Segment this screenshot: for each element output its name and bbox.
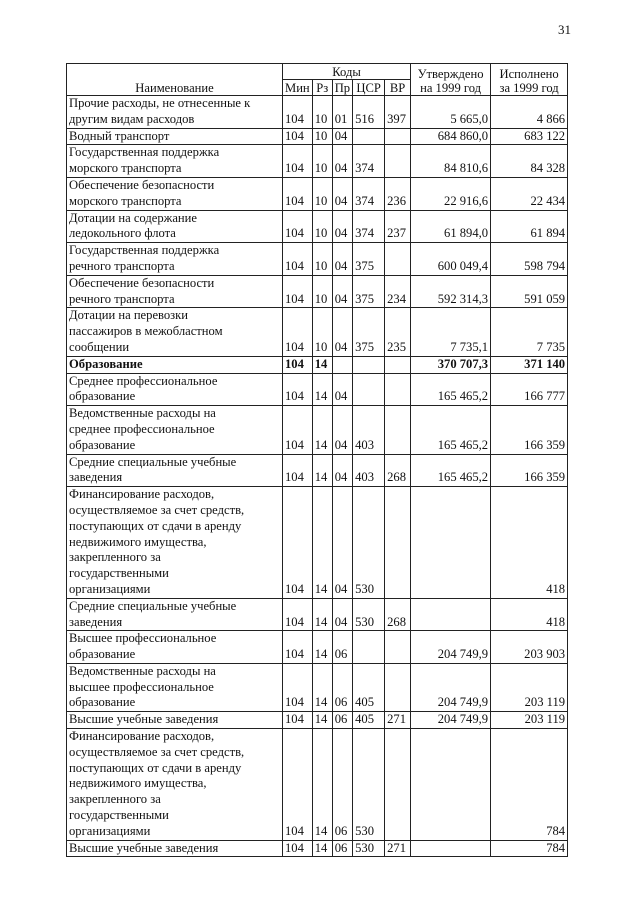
row-executed: 84 328 — [491, 145, 568, 178]
row-executed: 203 119 — [491, 663, 568, 711]
row-code-vr — [385, 631, 411, 664]
row-code-pr — [332, 356, 352, 373]
row-approved: 165 465,2 — [411, 406, 491, 454]
row-code-pr: 06 — [332, 712, 352, 729]
table-row — [67, 487, 568, 599]
row-code-vr: 236 — [385, 177, 411, 210]
row-executed: 784 — [491, 729, 568, 841]
row-code-rz: 14 — [312, 729, 332, 841]
table-row — [67, 96, 568, 129]
row-code-min: 104 — [283, 128, 313, 145]
row-code-csr: 375 — [353, 243, 385, 276]
row-code-min: 104 — [283, 177, 313, 210]
header-code-rz: Рз — [312, 80, 332, 96]
row-code-min: 104 — [283, 308, 313, 356]
row-code-min: 104 — [283, 275, 313, 308]
table-row — [67, 210, 568, 243]
row-code-pr: 04 — [332, 177, 352, 210]
row-code-csr: 374 — [353, 210, 385, 243]
row-executed: 784 — [491, 840, 568, 857]
row-code-min: 104 — [283, 145, 313, 178]
row-code-rz: 10 — [312, 145, 332, 178]
row-executed: 61 894 — [491, 210, 568, 243]
row-executed: 166 359 — [491, 406, 568, 454]
row-code-vr — [385, 663, 411, 711]
table-row — [67, 145, 568, 178]
row-code-rz: 14 — [312, 356, 332, 373]
table-row — [67, 598, 568, 631]
row-executed: 683 122 — [491, 128, 568, 145]
row-code-vr: 397 — [385, 96, 411, 129]
table-header — [67, 64, 568, 96]
row-code-csr: 516 — [353, 96, 385, 129]
row-name: Ведомственные расходы на среднее профессиональное образование — [67, 406, 283, 454]
row-approved: 7 735,1 — [411, 308, 491, 356]
header-approved-line1: Утверждено — [417, 67, 484, 81]
row-name: Высшие учебные заведения — [67, 712, 283, 729]
row-name: Водный транспорт — [67, 128, 283, 145]
row-approved: 370 707,3 — [411, 356, 491, 373]
row-code-rz: 14 — [312, 663, 332, 711]
row-code-min: 104 — [283, 96, 313, 129]
row-code-vr — [385, 243, 411, 276]
row-approved: 204 749,9 — [411, 631, 491, 664]
table-row — [67, 373, 568, 406]
row-code-csr: 530 — [353, 729, 385, 841]
header-approved-line2: на 1999 год — [420, 81, 482, 95]
table-row — [67, 275, 568, 308]
row-code-csr: 530 — [353, 840, 385, 857]
table-row — [67, 308, 568, 356]
row-code-csr: 375 — [353, 308, 385, 356]
header-executed-line2: за 1999 год — [499, 81, 559, 95]
row-approved: 600 049,4 — [411, 243, 491, 276]
row-approved — [411, 840, 491, 857]
row-name: Обеспечение безопасности речного транспорта — [67, 275, 283, 308]
header-approved — [411, 64, 491, 96]
row-code-min: 104 — [283, 729, 313, 841]
row-approved: 84 810,6 — [411, 145, 491, 178]
row-approved: 592 314,3 — [411, 275, 491, 308]
row-code-min: 104 — [283, 631, 313, 664]
row-code-vr — [385, 487, 411, 599]
row-code-min: 104 — [283, 406, 313, 454]
table-body — [67, 96, 568, 857]
row-code-min: 104 — [283, 454, 313, 487]
row-approved: 61 894,0 — [411, 210, 491, 243]
row-name: Среднее профессиональное образование — [67, 373, 283, 406]
row-name: Средние специальные учебные заведения — [67, 454, 283, 487]
row-executed: 166 359 — [491, 454, 568, 487]
row-code-rz: 10 — [312, 243, 332, 276]
row-code-vr: 234 — [385, 275, 411, 308]
header-code-csr: ЦСР — [353, 80, 385, 96]
row-code-csr: 405 — [353, 712, 385, 729]
row-code-vr — [385, 145, 411, 178]
row-code-pr: 04 — [332, 598, 352, 631]
row-code-csr: 375 — [353, 275, 385, 308]
row-code-vr — [385, 729, 411, 841]
row-code-csr — [353, 631, 385, 664]
row-code-csr — [353, 373, 385, 406]
row-code-csr: 530 — [353, 598, 385, 631]
row-name: Государственная поддержка морского транспорта — [67, 145, 283, 178]
row-code-rz: 10 — [312, 210, 332, 243]
row-code-rz: 10 — [312, 177, 332, 210]
table-row — [67, 406, 568, 454]
row-code-vr: 268 — [385, 454, 411, 487]
row-code-pr: 06 — [332, 840, 352, 857]
row-code-vr: 235 — [385, 308, 411, 356]
row-approved — [411, 487, 491, 599]
row-code-pr: 04 — [332, 243, 352, 276]
row-code-pr: 06 — [332, 631, 352, 664]
row-code-pr: 04 — [332, 487, 352, 599]
row-name: Финансирование расходов, осуществляемое за счет средств, поступающих от сдачи в аренду недвижимого имущества, закрепленного за государственными организациями — [67, 729, 283, 841]
row-code-rz: 14 — [312, 598, 332, 631]
row-code-min: 104 — [283, 356, 313, 373]
table-row — [67, 729, 568, 841]
row-code-csr — [353, 356, 385, 373]
row-code-rz: 14 — [312, 840, 332, 857]
row-code-pr: 01 — [332, 96, 352, 129]
row-code-pr: 04 — [332, 275, 352, 308]
row-approved: 165 465,2 — [411, 454, 491, 487]
row-code-pr: 04 — [332, 373, 352, 406]
row-code-rz: 14 — [312, 454, 332, 487]
row-code-rz: 14 — [312, 373, 332, 406]
row-code-vr: 237 — [385, 210, 411, 243]
row-code-pr: 04 — [332, 210, 352, 243]
row-code-vr — [385, 373, 411, 406]
row-code-pr: 06 — [332, 663, 352, 711]
row-name: Финансирование расходов, осуществляемое за счет средств, поступающих от сдачи в аренду недвижимого имущества, закрепленного за государственными организациями — [67, 487, 283, 599]
row-code-min: 104 — [283, 210, 313, 243]
row-code-csr: 374 — [353, 177, 385, 210]
row-code-rz: 10 — [312, 275, 332, 308]
row-code-csr: 374 — [353, 145, 385, 178]
row-approved: 204 749,9 — [411, 712, 491, 729]
table-row — [67, 454, 568, 487]
row-approved: 5 665,0 — [411, 96, 491, 129]
row-name: Средние специальные учебные заведения — [67, 598, 283, 631]
row-approved — [411, 729, 491, 841]
row-approved — [411, 598, 491, 631]
row-code-rz: 10 — [312, 96, 332, 129]
row-executed: 22 434 — [491, 177, 568, 210]
row-code-csr: 403 — [353, 454, 385, 487]
row-code-min: 104 — [283, 373, 313, 406]
row-name: Образование — [67, 356, 283, 373]
row-executed: 418 — [491, 487, 568, 599]
row-code-vr: 271 — [385, 840, 411, 857]
row-code-vr — [385, 406, 411, 454]
row-code-rz: 14 — [312, 631, 332, 664]
row-approved: 684 860,0 — [411, 128, 491, 145]
page-number: 31 — [558, 22, 571, 37]
row-executed: 203 119 — [491, 712, 568, 729]
row-code-csr — [353, 128, 385, 145]
row-name: Ведомственные расходы на высшее профессиональное образование — [67, 663, 283, 711]
row-code-pr: 04 — [332, 145, 352, 178]
header-name: Наименование — [67, 64, 283, 96]
row-name: Прочие расходы, не отнесенные к другим видам расходов — [67, 96, 283, 129]
row-executed: 166 777 — [491, 373, 568, 406]
row-code-rz: 14 — [312, 487, 332, 599]
row-code-rz: 10 — [312, 128, 332, 145]
row-code-csr: 405 — [353, 663, 385, 711]
table-row — [67, 663, 568, 711]
row-code-min: 104 — [283, 663, 313, 711]
row-executed: 4 866 — [491, 96, 568, 129]
header-code-pr: Пр — [332, 80, 352, 96]
row-code-pr: 04 — [332, 454, 352, 487]
table-row — [67, 177, 568, 210]
header-executed — [491, 64, 568, 96]
row-code-min: 104 — [283, 487, 313, 599]
row-code-min: 104 — [283, 598, 313, 631]
row-approved: 204 749,9 — [411, 663, 491, 711]
table-row — [67, 840, 568, 857]
row-code-rz: 10 — [312, 308, 332, 356]
table-row — [67, 243, 568, 276]
header-codes: Коды — [283, 64, 411, 80]
row-code-min: 104 — [283, 712, 313, 729]
table-row — [67, 631, 568, 664]
row-code-csr: 530 — [353, 487, 385, 599]
row-code-pr: 04 — [332, 128, 352, 145]
row-code-vr: 271 — [385, 712, 411, 729]
row-executed: 7 735 — [491, 308, 568, 356]
row-code-pr: 04 — [332, 308, 352, 356]
row-code-rz: 14 — [312, 712, 332, 729]
row-name: Дотации на перевозки пассажиров в межобластном сообщении — [67, 308, 283, 356]
row-executed: 418 — [491, 598, 568, 631]
row-code-vr — [385, 128, 411, 145]
row-executed: 371 140 — [491, 356, 568, 373]
table-row — [67, 128, 568, 145]
row-code-min: 104 — [283, 840, 313, 857]
row-approved: 22 916,6 — [411, 177, 491, 210]
row-code-vr: 268 — [385, 598, 411, 631]
row-code-min: 104 — [283, 243, 313, 276]
budget-table — [66, 63, 568, 857]
row-executed: 598 794 — [491, 243, 568, 276]
table-row — [67, 356, 568, 373]
row-name: Высшее профессиональное образование — [67, 631, 283, 664]
row-code-rz: 14 — [312, 406, 332, 454]
row-name: Обеспечение безопасности морского транспорта — [67, 177, 283, 210]
header-executed-line1: Исполнено — [499, 67, 559, 81]
row-executed: 591 059 — [491, 275, 568, 308]
row-name: Государственная поддержка речного транспорта — [67, 243, 283, 276]
row-code-csr: 403 — [353, 406, 385, 454]
row-code-pr: 06 — [332, 729, 352, 841]
row-approved: 165 465,2 — [411, 373, 491, 406]
row-code-pr: 04 — [332, 406, 352, 454]
header-code-vr: ВР — [385, 80, 411, 96]
row-name: Высшие учебные заведения — [67, 840, 283, 857]
row-code-vr — [385, 356, 411, 373]
table-row — [67, 712, 568, 729]
row-name: Дотации на содержание ледокольного флота — [67, 210, 283, 243]
row-executed: 203 903 — [491, 631, 568, 664]
header-code-min: Мин — [283, 80, 313, 96]
